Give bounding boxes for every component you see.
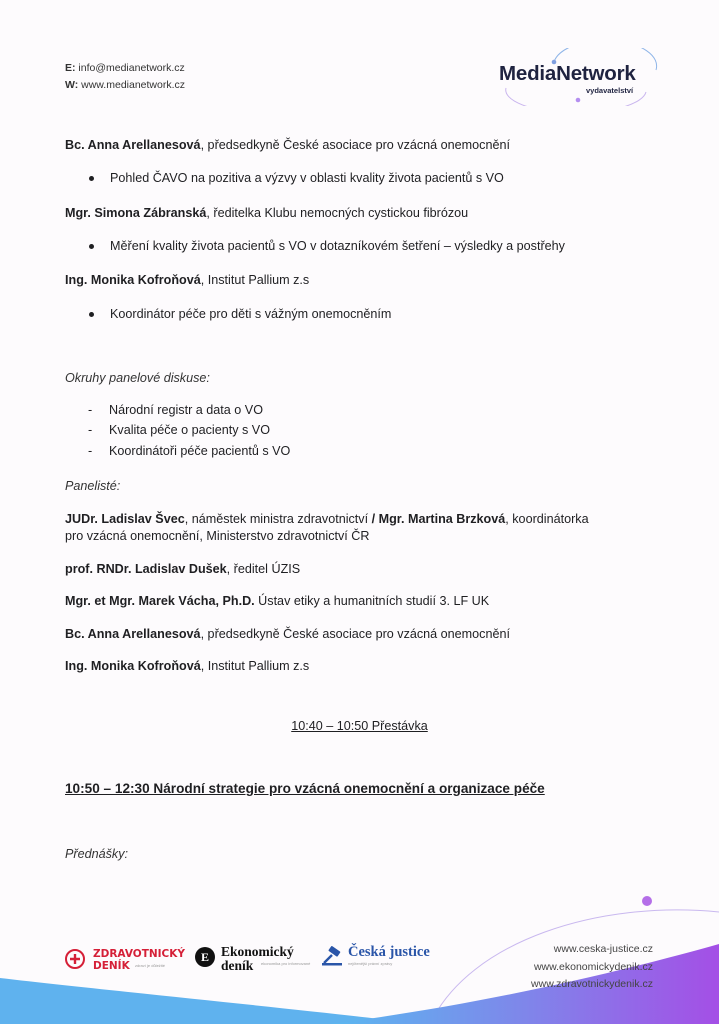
speaker-role: , Institut Pallium z.s xyxy=(200,273,310,287)
topics-heading: Okruhy panelové diskuse: xyxy=(65,371,210,385)
panelist-line xyxy=(65,593,489,610)
ed-title-line1: Ekonomický xyxy=(221,944,294,959)
dash-icon: - xyxy=(88,403,93,417)
site-link[interactable]: www.ekonomickydenik.cz xyxy=(533,960,653,973)
topic-text: Koordinátoři péče pacientů s VO xyxy=(109,444,291,458)
panelist-role: , předsedkyně České asociace pro vzácná onemocnění xyxy=(200,627,510,641)
speaker-name: Bc. Anna Arellanesová xyxy=(65,138,201,152)
ed-title-line2: deník xyxy=(221,958,254,973)
ceska-justice-logo[interactable] xyxy=(322,942,440,972)
zdravotnicky-denik-logo[interactable] xyxy=(65,946,185,972)
break-time: 10:40 – 10:50 Přestávka xyxy=(291,719,428,733)
ekonomicky-denik-logo[interactable] xyxy=(195,944,311,974)
panelist-name: Mgr. et Mgr. Marek Vácha, Ph.D. xyxy=(65,594,255,608)
panelist-line xyxy=(65,658,309,675)
section-title: 10:50 – 12:30 Národní strategie pro vzácná onemocnění a organizace péče xyxy=(65,781,545,796)
panelist-name: prof. RNDr. Ladislav Dušek xyxy=(65,562,227,576)
email-label: E: xyxy=(65,62,76,74)
lectures-heading: Přednášky: xyxy=(65,847,128,861)
site-link[interactable]: www.zdravotnickydenik.cz xyxy=(531,978,653,990)
contact-block xyxy=(65,60,185,94)
ed-e-icon: E xyxy=(195,947,215,967)
email-link[interactable]: info@medianetwork.cz xyxy=(78,62,185,74)
lecture-title: Koordinátor péče pro děti s vážným onemocněním xyxy=(110,307,392,321)
speaker-line xyxy=(65,272,309,289)
web-link[interactable]: www.medianetwork.cz xyxy=(81,79,186,91)
panelist-name: Mgr. Martina Brzková xyxy=(375,512,506,526)
bullet-icon xyxy=(89,176,94,181)
footer-sites xyxy=(531,941,653,994)
panelist-line xyxy=(65,511,589,528)
lecture-title: Pohled ČAVO na pozitiva a výzvy v oblasti kvality života pacientů s VO xyxy=(110,171,504,185)
speaker-name: Mgr. Simona Zábranská xyxy=(65,206,207,220)
topic-text: Kvalita péče o pacienty s VO xyxy=(109,423,271,437)
separator: / xyxy=(371,512,376,526)
speaker-line xyxy=(65,137,510,154)
panelist-role: , náměstek ministra zdravotnictví xyxy=(184,512,372,526)
speaker-line xyxy=(65,205,468,222)
topic-text: Národní registr a data o VO xyxy=(109,403,264,417)
medianetwork-logo xyxy=(496,48,662,106)
site-link[interactable]: www.ceska-justice.cz xyxy=(553,943,653,955)
panelist-name: JUDr. Ladislav Švec xyxy=(65,512,185,526)
logo-subtitle: vydavatelství xyxy=(586,86,634,95)
panelist-line xyxy=(65,561,300,578)
speaker-role: , ředitelka Klubu nemocných cystickou fibrózou xyxy=(206,206,469,220)
cj-tagline: nejčtenější právní zprávy xyxy=(348,961,393,966)
ed-tagline: ekonomika pro informované xyxy=(261,961,311,966)
panelist-role: , koordinátorka xyxy=(505,512,589,526)
dash-icon: - xyxy=(88,444,93,458)
gavel-icon xyxy=(322,946,344,966)
panelist-name: Ing. Monika Kofroňová xyxy=(65,659,201,673)
lecture-title: Měření kvality života pacientů s VO v dotazníkovém šetření – výsledky a postřehy xyxy=(110,239,565,253)
logo-text: MediaNetwork xyxy=(499,62,636,85)
web-label: W: xyxy=(65,79,79,91)
zd-tagline: zdraví je důležité xyxy=(135,963,166,968)
zd-title-line2: DENÍK xyxy=(93,960,130,972)
panelist-role: , ředitel ÚZIS xyxy=(226,562,301,576)
bullet-icon xyxy=(89,312,94,317)
panelists-heading: Panelisté: xyxy=(65,479,121,493)
dash-icon: - xyxy=(88,423,93,437)
panelist-line xyxy=(65,626,510,643)
panelist-role: Ústav etiky a humanitních studií 3. LF UK xyxy=(254,594,490,608)
panelist-name: Bc. Anna Arellanesová xyxy=(65,627,201,641)
zd-title-line1: ZDRAVOTNICKÝ xyxy=(93,948,185,960)
speaker-role: , předsedkyně České asociace pro vzácná onemocnění xyxy=(200,138,510,152)
panelist-line-continued: pro vzácná onemocnění, Ministerstvo zdravotnictví ČR xyxy=(65,529,370,543)
bullet-icon xyxy=(89,244,94,249)
cj-title: Česká justice xyxy=(348,944,430,960)
zd-heart-icon xyxy=(65,949,85,969)
speaker-name: Ing. Monika Kofroňová xyxy=(65,273,201,287)
panelist-role: , Institut Pallium z.s xyxy=(200,659,310,673)
